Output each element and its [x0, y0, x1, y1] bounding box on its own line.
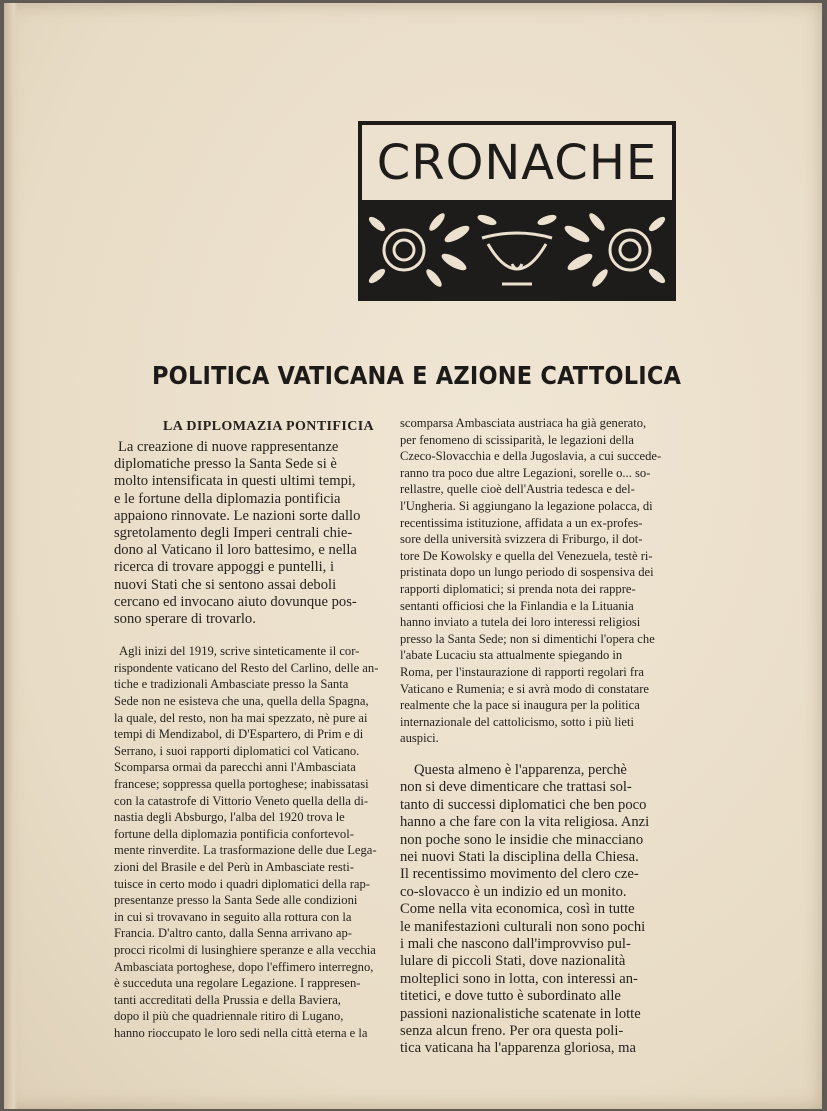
page	[4, 3, 822, 1109]
body-line: senza alcun freno. Per ora questa poli-	[400, 1022, 624, 1039]
masthead-title: CRONACHE	[376, 134, 658, 191]
body-line: non poche sono le insidie che minacciano	[400, 831, 644, 848]
body-line: fortune della diplomazia pontificia confortevol-	[114, 826, 354, 841]
body-paragraph-left	[114, 643, 386, 1041]
body-line: i mali che nascono dall'improvviso pul-	[400, 935, 631, 952]
lead-line: dono al Vaticano il loro battesimo, e nella	[114, 542, 357, 559]
body-line: le manifestazioni culturali non sono pochi	[400, 918, 646, 935]
body-line: lulare di piccoli Stati, dove nazionalità	[400, 953, 626, 970]
lead-line: nuovi Stati che si sentono assai deboli	[114, 576, 337, 593]
body-line: Serrano, i suoi rapporti diplomatici col Vaticano.	[114, 743, 360, 758]
body-line: recentissima istituzione, affidata a un ex-profes-	[400, 515, 643, 530]
body-line: nastia degli Absburgo, l'alba del 1920 trova le	[114, 810, 345, 825]
lead-line: ricerca di trovare appoggi e puntelli, i	[114, 559, 335, 576]
article-headline: POLITICA VATICANA E AZIONE CATTOLICA	[152, 361, 682, 390]
body-line: passioni nazionalistiche scatenate in lotte	[400, 1005, 641, 1022]
body-line: Agli inizi del 1919, scrive sinteticamente il cor-	[119, 644, 360, 659]
body-line: la quale, del resto, non ha mai spezzato, nè pure ai	[114, 710, 368, 725]
right-column	[400, 415, 686, 1058]
body-line: mente rinverdite. La trasformazione delle due Lega-	[114, 843, 377, 858]
body-line: pristinata dopo un lungo periodo di sospensiva dei	[400, 565, 654, 580]
body-line: francese; soppressa quella portoghese; inabissatasi	[114, 776, 369, 791]
body-line: Roma, per l'instaurazione di rapporti regolari fra	[400, 664, 644, 679]
body-line: realmente che la pace si inaugura per la politica	[400, 698, 640, 713]
body-line: Scomparsa ormai da parecchi anni l'Ambasciata	[114, 760, 356, 775]
body-line: co-slovacco è un indizio ed un monito.	[400, 883, 627, 900]
body-line: tiche e tradizionali Ambasciate presso la Santa	[114, 677, 349, 692]
body-line: tanto di successi diplomatici che ben poco	[400, 796, 647, 813]
section-subhead: LA DIPLOMAZIA PONTIFICIA	[163, 419, 375, 434]
body-line: sentanti officiosi che la Finlandia e la Lituania	[400, 598, 634, 613]
body-line: procci ricolmi di lusinghiere speranze e alla vecchia	[114, 942, 376, 957]
body-line: in cui si trovavano in seguito alla rottura con la	[114, 909, 352, 924]
lead-line: e le fortune della diplomazia pontificia	[114, 490, 341, 507]
body-line: auspici.	[400, 731, 439, 746]
body-line: per fenomeno di scissiparità, le legazioni della	[400, 432, 634, 447]
body-line: hanno inviato a tutela dei loro interessi religiosi	[400, 615, 641, 630]
body-line: l'Ungheria. Si aggiungano la legazione polacca, di	[400, 498, 653, 513]
lead-paragraph	[114, 439, 386, 628]
lead-line: appaiono rinnovate. Le nazioni sorte dallo	[114, 507, 361, 524]
body-line: tempi di Mendizabol, di D'Espartero, di Prim e di	[114, 727, 364, 742]
body-line: Ambasciata portoghese, dopo l'effimero interregno,	[114, 959, 374, 974]
lead-line: sono sperare di trovarlo.	[114, 611, 256, 628]
body-line: hanno a che fare con la vita religiosa. Anzi	[400, 814, 650, 831]
body-line: titetici, e dove tutto è subordinato alle	[400, 988, 621, 1005]
body-line: presentanze presso la Santa Sede alle condizioni	[114, 893, 358, 908]
body-line: internazionale del cattolicismo, sotto i più lieti	[400, 714, 634, 729]
body-line: zioni del Brasile e del Perù in Ambasciate resti-	[114, 859, 354, 874]
body-line: Sede non ne esisteva che una, quella della Spagna,	[114, 694, 369, 709]
body-line: rispondente vaticano del Resto del Carlino, delle an-	[114, 660, 379, 675]
body-line: presso la Santa Sede; non si dimentichi l'opera che	[400, 631, 655, 646]
masthead	[358, 121, 676, 301]
lead-line: molto intensificata in questi ultimi tempi,	[114, 473, 356, 490]
body-line: l'abate Lucaciu sta attualmente spiegando in	[400, 648, 623, 663]
body-line: Czeco-Slovacchia e della Jugoslavia, a cui succede-	[400, 449, 662, 464]
body-line: tuisce in certo modo i quadri diplomatici della rap-	[114, 876, 370, 891]
lead-line: La creazione di nuove rappresentanze	[118, 439, 339, 455]
lead-line: sgretolamento degli Imperi centrali chie-	[114, 525, 353, 542]
body-line: hanno rioccupato le loro sedi nella città eterna e la	[114, 1025, 368, 1040]
body-line: tica vaticana ha l'apparenza gloriosa, ma	[400, 1040, 637, 1057]
vase-ornament-icon	[362, 204, 672, 296]
body-line: ranno tra poco due altre Legazioni, sorelle o... so-	[400, 465, 651, 480]
body-line: tore De Kowolsky e quella del Venezuela, testè ri-	[400, 548, 653, 563]
body-line: dopo il più che quadriennale ritiro di Lugano,	[114, 1009, 344, 1024]
body-line: Come nella vita economica, così in tutte	[400, 901, 635, 918]
body-line: rellastre, quelle cioè dell'Austria tedesca e del-	[400, 482, 635, 497]
body-line: Vaticano e Rumenia; e si avrà modo di constatare	[400, 681, 649, 696]
body-line: Il recentissimo movimento del clero cze-	[400, 866, 639, 883]
body-paragraph-right-large	[400, 762, 686, 1058]
body-paragraph-right	[400, 415, 686, 747]
masthead-title-box	[362, 125, 672, 200]
body-line: molteplici sono in lotta, con interessi an-	[400, 970, 638, 987]
body-line: sore della università svizzera di Friburgo, il dot-	[400, 532, 643, 547]
body-line: tanti accreditati della Prussia e della Baviera,	[114, 992, 341, 1007]
body-line: Questa almeno è l'apparenza, perchè	[414, 761, 627, 778]
lead-line: cercano ed invocano aiuto dovunque pos-	[114, 593, 357, 610]
body-line: nei nuovi Stati la disciplina della Chiesa.	[400, 848, 639, 865]
left-column	[114, 419, 386, 1041]
body-line: rapporti diplomatici; si prenda nota dei rappre-	[400, 581, 636, 596]
body-line: con la catastrofe di Vittorio Veneto quella della di-	[114, 793, 369, 808]
body-line: scomparsa Ambasciata austriaca ha già generato,	[400, 416, 647, 430]
body-line: Francia. D'altro canto, dalla Senna arrivano ap-	[114, 926, 352, 941]
lead-line: diplomatiche presso la Santa Sede si è	[114, 456, 337, 473]
binding-edge	[4, 3, 18, 1109]
body-line: è succeduta una regolare Legazione. I rappresen-	[114, 976, 361, 991]
body-line: non si deve dimenticare che trattasi sol-	[400, 779, 632, 796]
